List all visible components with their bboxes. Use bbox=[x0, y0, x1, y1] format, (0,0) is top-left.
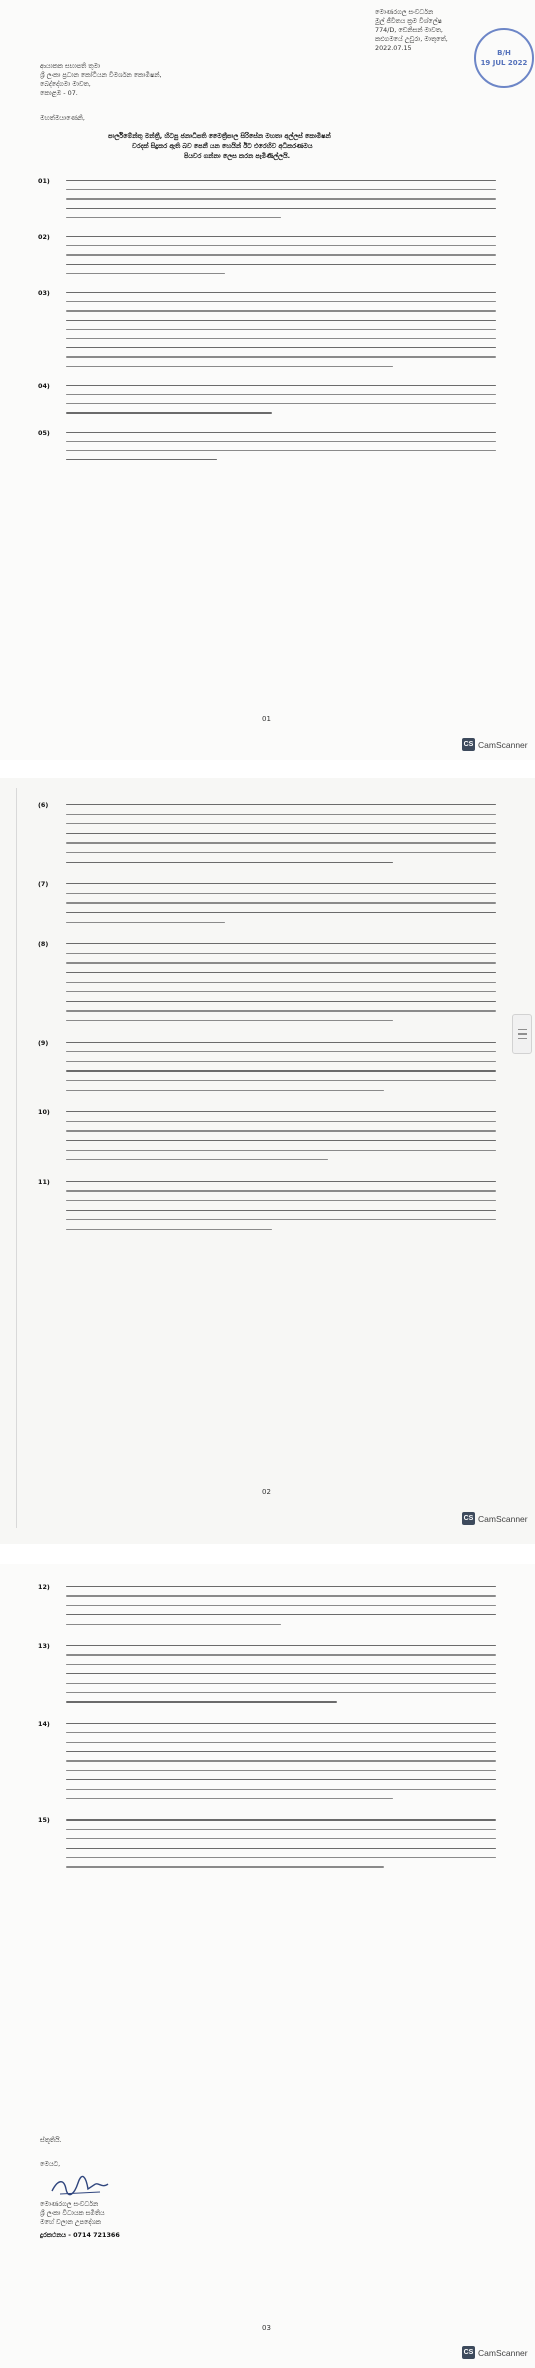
page-number: 03 bbox=[262, 2324, 271, 2332]
paragraph-text-line bbox=[66, 1042, 496, 1043]
paragraph-text-line bbox=[66, 245, 496, 246]
signature-line: ශ්‍රී ලංකා විධායක සමිතිය bbox=[40, 2209, 105, 2217]
paragraph-text-line bbox=[66, 208, 496, 209]
paragraph-text-line bbox=[66, 922, 225, 923]
paragraph-text-line bbox=[66, 1723, 496, 1724]
stamp-date: 19 JUL 2022 bbox=[480, 59, 528, 67]
paragraph-number: 11) bbox=[38, 1177, 50, 1186]
paragraph-text-line bbox=[66, 1010, 496, 1011]
paragraph-text-line bbox=[66, 1070, 496, 1071]
closing-thanks: ස්තූතියි. bbox=[40, 2136, 62, 2144]
camscanner-logo-icon: CS bbox=[462, 2346, 475, 2359]
paragraph-text-line bbox=[66, 852, 496, 853]
paragraph-text-line bbox=[66, 1150, 496, 1151]
paragraph-text-line bbox=[66, 1829, 496, 1830]
paragraph-text-line bbox=[66, 1866, 384, 1867]
paragraph-number: (6) bbox=[38, 801, 49, 809]
paragraph-text-line bbox=[66, 902, 496, 903]
paragraph-text-line bbox=[66, 273, 225, 274]
paragraph-text-line bbox=[66, 292, 496, 293]
paragraph-text-line bbox=[66, 1190, 496, 1191]
closing-yours: මෙයට, bbox=[40, 2160, 61, 2168]
subject-line: පාර්ලිමේන්තු මන්ත්‍රී, හිටපු ජනාධිපති මෛත්‍රීපාල සිරිසේන මහතා අල්ලස් කොමිෂන් bbox=[108, 132, 331, 140]
paragraph-text-line bbox=[66, 1760, 496, 1761]
paragraph-number: (8) bbox=[38, 940, 49, 949]
paragraph-number: 14) bbox=[38, 1719, 50, 1728]
paragraph-text-line bbox=[66, 329, 496, 330]
recipient-line: බෙද්දේගමා මාවත, bbox=[40, 80, 91, 88]
paragraph-text-line bbox=[66, 385, 496, 386]
paragraph-text-line bbox=[66, 198, 496, 199]
paragraph-text-line bbox=[66, 943, 496, 944]
paragraph-number: 04) bbox=[38, 381, 50, 390]
paragraph-text-line bbox=[66, 1838, 496, 1839]
paragraph-text-line bbox=[66, 403, 496, 404]
paragraph-text-line bbox=[66, 1200, 496, 1201]
signature-line: මහේ වලාන උපදේශක bbox=[40, 2218, 101, 2226]
paragraph-text-line bbox=[66, 1654, 496, 1655]
paragraph-text-line bbox=[66, 236, 496, 237]
paragraph-text-line bbox=[66, 962, 496, 963]
paragraph-text-line bbox=[66, 1732, 496, 1733]
page-separator bbox=[0, 760, 535, 778]
paragraph-text-line bbox=[66, 320, 496, 321]
paragraph-text-line bbox=[66, 1219, 496, 1220]
page-number: 02 bbox=[262, 1488, 271, 1496]
paragraph-text-line bbox=[66, 823, 496, 824]
paragraph-text-line bbox=[66, 1051, 496, 1052]
paragraph-text-line bbox=[66, 1090, 384, 1091]
paragraph-text-line bbox=[66, 1229, 272, 1230]
paragraph-text-line bbox=[66, 301, 496, 302]
page-edge bbox=[16, 788, 17, 1528]
paragraph-text-line bbox=[66, 1624, 281, 1625]
paragraph-text-line bbox=[66, 459, 217, 460]
subject-line: පියවර ගන්නා ලෙස කරන පැමිණිල්ලයි. bbox=[184, 152, 291, 160]
paragraph-text-line bbox=[66, 893, 496, 894]
paragraph-number: (9) bbox=[38, 1038, 49, 1047]
paragraph-text-line bbox=[66, 394, 496, 395]
document-page-2 bbox=[0, 778, 535, 1544]
handwritten-signature bbox=[50, 2175, 110, 2197]
paragraph-text-line bbox=[66, 953, 496, 954]
paragraph-text-line bbox=[66, 254, 496, 255]
paragraph-text-line bbox=[66, 1020, 393, 1021]
sender-line: මොණරගල සංවර්ධන bbox=[375, 8, 434, 16]
salutation: මහත්මයාණෙනි, bbox=[40, 114, 85, 122]
paragraph-text-line bbox=[66, 1857, 496, 1858]
paragraph-text-line bbox=[66, 1061, 496, 1062]
sender-line: 2022.07.15 bbox=[375, 44, 412, 52]
paragraph-text-line bbox=[66, 217, 281, 218]
paragraph-text-line bbox=[66, 1614, 496, 1615]
paragraph-text-line bbox=[66, 883, 496, 884]
paragraph-text-line bbox=[66, 1673, 496, 1674]
paragraph-text-line bbox=[66, 338, 496, 339]
page-number: 01 bbox=[262, 715, 271, 723]
paragraph-text-line bbox=[66, 982, 496, 983]
paragraph-text-line bbox=[66, 180, 496, 181]
camscanner-label: CamScanner bbox=[478, 2347, 528, 2358]
paragraph-text-line bbox=[66, 356, 496, 357]
document-page-1 bbox=[0, 0, 535, 760]
paragraph-text-line bbox=[66, 972, 496, 973]
camscanner-watermark bbox=[462, 738, 528, 751]
paragraph-number: 03) bbox=[38, 289, 50, 297]
paragraph-text-line bbox=[66, 1595, 496, 1596]
paragraph-text-line bbox=[66, 1751, 496, 1752]
signature-line: මොණරගල සංවර්ධන bbox=[40, 2200, 99, 2208]
sender-line: කළුගමයේ උඩුරා, මාතුතේ, bbox=[375, 35, 448, 43]
paragraph-text-line bbox=[66, 1645, 496, 1646]
paragraph-text-line bbox=[66, 1605, 496, 1606]
recipient-line: කොළඹ - 07. bbox=[40, 89, 78, 97]
paragraph-text-line bbox=[66, 991, 496, 992]
paragraph-text-line bbox=[66, 804, 496, 805]
paragraph-text-line bbox=[66, 912, 496, 913]
paragraph-text-line bbox=[66, 441, 496, 442]
paragraph-text-line bbox=[66, 842, 496, 843]
paragraph-number: 13) bbox=[38, 1642, 50, 1650]
sender-line: මුල් ජීවිතය ක්‍රම විශ්ලේෂ bbox=[375, 17, 442, 25]
side-scroll-handle[interactable] bbox=[512, 1014, 532, 1054]
paragraph-text-line bbox=[66, 1140, 496, 1141]
paragraph-text-line bbox=[66, 1742, 496, 1743]
paragraph-text-line bbox=[66, 1798, 393, 1799]
paragraph-text-line bbox=[66, 1159, 328, 1160]
paragraph-text-line bbox=[66, 1664, 496, 1665]
paragraph-number: 15) bbox=[38, 1816, 50, 1825]
camscanner-logo-icon: CS bbox=[462, 738, 475, 751]
paragraph-text-line bbox=[66, 432, 496, 433]
document-page-3 bbox=[0, 1564, 535, 2368]
camscanner-label: CamScanner bbox=[478, 739, 528, 750]
paragraph-text-line bbox=[66, 1080, 496, 1081]
paragraph-text-line bbox=[66, 310, 496, 311]
paragraph-number: 10) bbox=[38, 1108, 50, 1117]
paragraph-text-line bbox=[66, 1111, 496, 1112]
paragraph-text-line bbox=[66, 1683, 496, 1684]
paragraph-text-line bbox=[66, 366, 393, 367]
received-stamp bbox=[474, 28, 534, 88]
paragraph-text-line bbox=[66, 412, 272, 413]
paragraph-text-line bbox=[66, 1848, 496, 1849]
sender-line: 774/D, ඩෙනිසන් මාවත, bbox=[375, 26, 443, 34]
paragraph-text-line bbox=[66, 1586, 496, 1587]
paragraph-number: 01) bbox=[38, 177, 50, 185]
stamp-ref: B/H bbox=[497, 49, 511, 57]
page-separator bbox=[0, 1544, 535, 1564]
paragraph-text-line bbox=[66, 450, 496, 451]
camscanner-logo-icon: CS bbox=[462, 1512, 475, 1525]
paragraph-text-line bbox=[66, 189, 496, 190]
paragraph-text-line bbox=[66, 814, 496, 815]
paragraph-text-line bbox=[66, 833, 496, 834]
paragraph-number: 02) bbox=[38, 233, 50, 241]
paragraph-text-line bbox=[66, 264, 496, 265]
paragraph-text-line bbox=[66, 347, 496, 348]
recipient-line: ශ්‍රී ලංකා ප්‍රධාන කෝටියන විමර්ශන කොමිෂන්, bbox=[40, 71, 162, 79]
paragraph-number: 12) bbox=[38, 1583, 50, 1591]
paragraph-text-line bbox=[66, 1121, 496, 1122]
paragraph-text-line bbox=[66, 1819, 496, 1820]
subject-line: වරදක් සිදුකර ඇති බව පෙනී යන හෙයින් ඊට එරෙහිව අධිකරණමය bbox=[132, 142, 313, 150]
paragraph-text-line bbox=[66, 1789, 496, 1790]
camscanner-watermark bbox=[462, 2346, 528, 2359]
paragraph-text-line bbox=[66, 1779, 496, 1780]
camscanner-label: CamScanner bbox=[478, 1513, 528, 1524]
paragraph-text-line bbox=[66, 1210, 496, 1211]
paragraph-text-line bbox=[66, 1130, 496, 1131]
paragraph-text-line bbox=[66, 1770, 496, 1771]
paragraph-text-line bbox=[66, 1001, 496, 1002]
paragraph-number: (7) bbox=[38, 880, 49, 889]
paragraph-text-line bbox=[66, 1181, 496, 1182]
recipient-line: ආයාකක සභාපති තුමා bbox=[40, 62, 101, 70]
paragraph-text-line bbox=[66, 1701, 337, 1702]
paragraph-number: 05) bbox=[38, 428, 50, 437]
camscanner-watermark bbox=[462, 1512, 528, 1525]
paragraph-text-line bbox=[66, 862, 393, 863]
phone-number: දුරකථනය - 0714 721366 bbox=[40, 2231, 120, 2239]
paragraph-text-line bbox=[66, 1692, 496, 1693]
